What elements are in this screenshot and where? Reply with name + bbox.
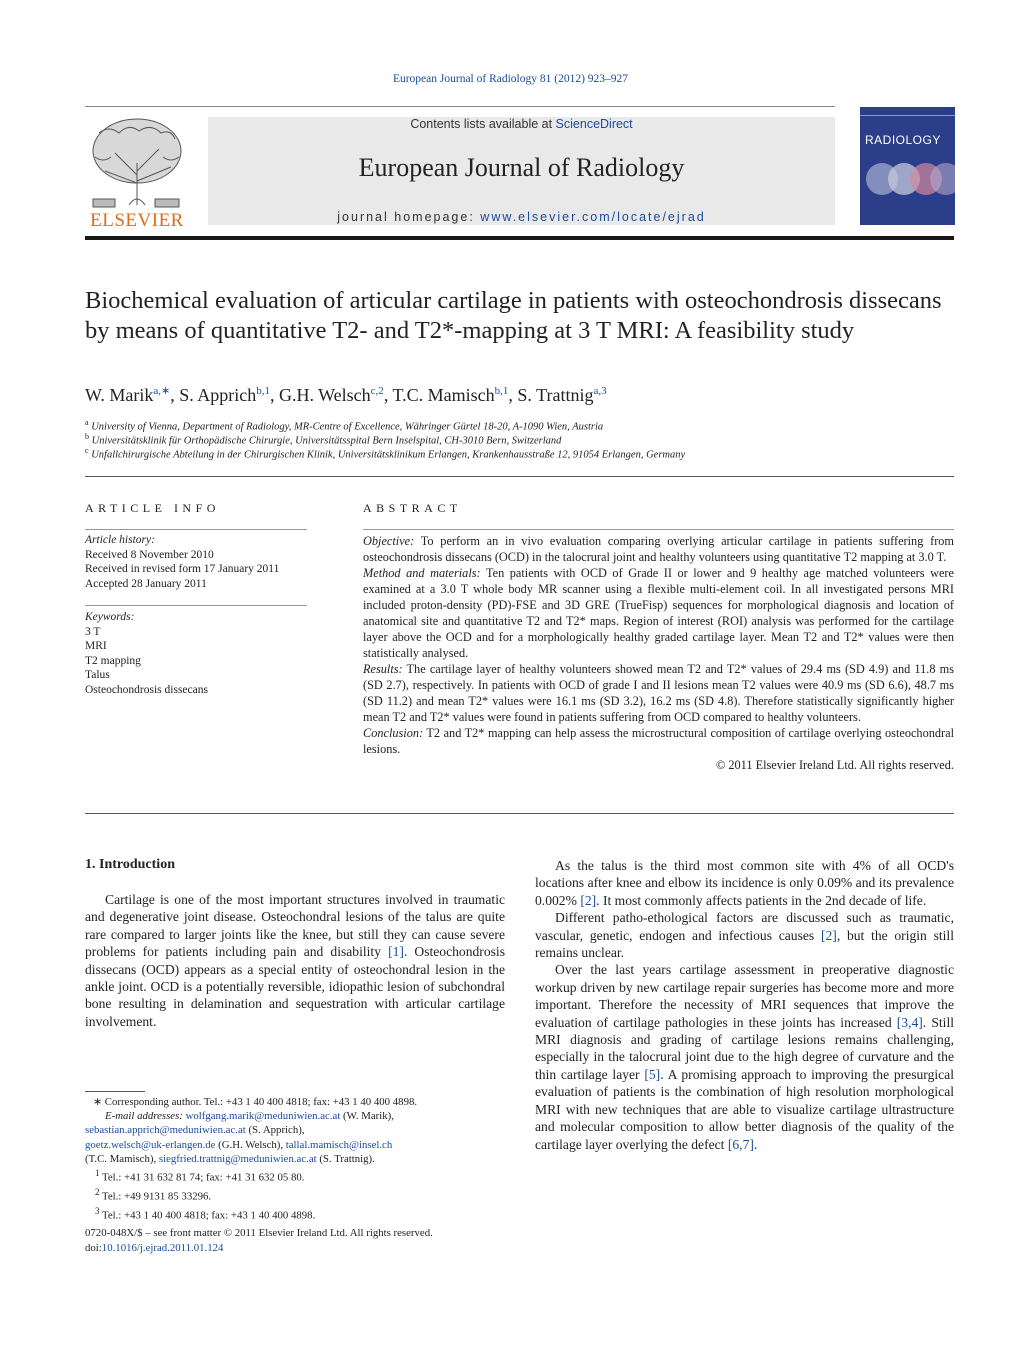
doi-prefix: doi: [85, 1242, 102, 1254]
homepage-link[interactable]: www.elsevier.com/locate/ejrad [480, 210, 706, 224]
abstract-paragraph: Ten patients with OCD of Grade II or lower and 9 healthy age matched volunteers were examined at a 3.0 T whole body MR scanner using a flexible multi-element coil. In all investigated persons MRI included proton-density (PD)-FSE and 3D GRE (TrueFisp) sequences for morphological diagnosis and location of anatomical site and quantitative T2 and T2* maps. Region of interest (ROI) analysis was performed for the cartilage layer above the OCD and for a morphologically healthy graded cartilage layer. Mean T2 and T2* values were then statistically analysed. [363, 566, 954, 660]
paragraph-text: Over the last years cartilage assessment in preoperative diagnostic workup driven by new cartilage repair surgeries has become more and more important. Therefore the necessity of MRI sequences that improve the evaluation of cartilage pathologies in these joints has increased [535, 962, 954, 1030]
header-thick-rule [85, 236, 954, 240]
email-line [85, 1152, 505, 1166]
footnote-mark: 3 [95, 1205, 100, 1216]
paragraph-text: . Still MRI diagnosis and grading of cartilage lesions remains challenging, especially in the talocrural joint due to the high degree of curvature and the thin cartilage layer [535, 1014, 954, 1082]
abstract-paragraph: The cartilage layer of healthy volunteers showed mean T2 and T2* values of 29.4 ms (SD 4.9) and 11.8 ms (SD 2.7), respectively. In patients with OCD of grade I and II lesions mean T2 values were 40.9 ms (SD 6.6), 48.7 ms (SD 11.2) and mean T2* values were 16.1 ms (SD 3.2), 16.2 ms (SD 4.8). Therefore statistically significantly higher mean T2 and T2* values were found in patients suffering from OCD compared to healthy volunteers. [363, 662, 954, 724]
history-accepted: Accepted 28 January 2011 [85, 577, 207, 590]
section-heading-introduction: 1. Introduction [85, 857, 175, 872]
author-affiliation-mark[interactable]: b,1 [256, 385, 270, 397]
email-link[interactable]: goetz.welsch@uk-erlangen.de [85, 1138, 216, 1151]
citation-link[interactable]: [6,7] [727, 1136, 754, 1152]
paragraph [85, 891, 505, 1030]
abstract-heading: Conclusion: [363, 726, 424, 740]
article-info-label: ARTICLE INFO [85, 501, 220, 515]
author-affiliation-mark[interactable]: a,∗ [153, 385, 171, 397]
header-top-rule [85, 106, 835, 107]
paragraph-text: . [753, 1136, 758, 1152]
homepage-prefix: journal homepage: [337, 210, 481, 224]
affiliation-mark: c [85, 446, 89, 455]
keyword-item: MRI [85, 640, 107, 653]
email-link[interactable]: sebastian.apprich@meduniwien.ac.at [85, 1124, 246, 1137]
abstract-heading: Method and materials: [363, 566, 481, 580]
affiliation-mark: b [85, 432, 89, 441]
citation-link[interactable]: [2] [820, 927, 837, 943]
email-link[interactable]: tallal.mamisch@insel.ch [285, 1138, 393, 1151]
affiliation-mark: a [85, 418, 89, 427]
citation-link[interactable]: [2] [580, 892, 597, 908]
article-info-rule [85, 529, 307, 530]
abstract-rule [363, 529, 954, 530]
doi-line [85, 1241, 525, 1255]
footnote-mark: ∗ [93, 1096, 103, 1108]
keyword-item: 3 T [85, 625, 101, 638]
paragraph-text: Cartilage is one of the most important structures involved in traumatic and degenerative joint disease. Osteochondral lesions of the talus are quite rare compared to larger joints like the knee, but still they can cause severe problems for patients including pain and disability [85, 892, 505, 960]
issn-line: 0720-048X/$ – see front matter © 2011 Elsevier Ireland Ltd. All rights reserved. [85, 1227, 433, 1239]
elsevier-logo[interactable] [85, 113, 189, 229]
corresponding-author [85, 1095, 505, 1109]
author-name: W. Marik [85, 385, 154, 405]
paragraph-text: , but the origin still remains unclear. [535, 927, 954, 961]
author-affiliation-mark[interactable]: b,1 [494, 385, 509, 397]
keywords-label: Keywords: [85, 611, 135, 623]
paragraph [535, 909, 954, 961]
footnote-1 [85, 1166, 505, 1185]
paragraph-text: . A promising approach to improving the presurgical evaluation of patients is the combination of high resolution morphological MRI with new techniques that are able to visualize cartilage ultrastructure and molecular composition to allow better diagnosis of the quality of the cartilage layer overlying the defect [535, 1066, 954, 1152]
paragraph [535, 961, 954, 1152]
article-history [85, 533, 307, 591]
section-rule [85, 813, 954, 814]
paragraph [535, 857, 954, 909]
history-received: Received 8 November 2010 [85, 548, 214, 561]
footnote-text: Tel.: +43 1 40 400 4818; fax: +43 1 40 400 4898. [102, 1209, 316, 1222]
email-owner: (W. Marik), [340, 1110, 394, 1123]
keyword-item: T2 mapping [85, 654, 141, 667]
author-affiliation-mark[interactable]: c,2 [370, 385, 384, 397]
abstract-conclusion [363, 725, 954, 757]
email-line [85, 1138, 505, 1152]
history-revised: Received in revised form 17 January 2011 [85, 563, 280, 576]
email-owner: (S. Apprich), [245, 1124, 305, 1137]
footnotes [85, 1095, 505, 1222]
intro-left-column [85, 891, 505, 1030]
cover-circles-icon [860, 107, 955, 225]
abstract-methods [363, 565, 954, 661]
citation-link[interactable]: [1] [388, 944, 404, 960]
email-label: E-mail addresses: [105, 1110, 186, 1123]
article-title: Biochemical evaluation of articular cartilage in patients with osteochondrosis dissecans by means of quantitative T2- and T2*-mapping at 3 T MRI: A feasibility study [85, 287, 942, 344]
footnote-3 [85, 1204, 505, 1223]
journal-cover[interactable] [860, 107, 955, 225]
affiliation-a [85, 418, 965, 433]
doi-link[interactable]: 10.1016/j.ejrad.2011.01.124 [101, 1242, 224, 1254]
affiliation-text: Universitätsklinik für Orthopädische Chirurgie, Universitätsspital Bern Inselspital, CH-3010 Bern, Switzerland [91, 435, 562, 447]
abstract-heading: Objective: [363, 534, 415, 548]
journal-reference[interactable]: European Journal of Radiology 81 (2012) 923–927 [392, 73, 629, 85]
abstract-results [363, 661, 954, 725]
publisher-name: ELSEVIER [90, 210, 184, 231]
contents-line [208, 117, 835, 131]
email-line [85, 1123, 505, 1137]
footnote-mark: 2 [95, 1186, 100, 1197]
affiliation-c [85, 446, 965, 461]
footnote-2 [85, 1185, 505, 1204]
email-owner: (G.H. Welsch), [215, 1138, 286, 1151]
abstract-label: ABSTRACT [363, 501, 462, 515]
history-label: Article history: [85, 534, 155, 546]
paragraph-text: . Osteochondrosis dissecans (OCD) appears as a special entity of osteochondral lesion in the ankle joint. OCD is a potentially reversible, idiopathic lesion of subchondral bone resulting in delamination and sequestration with articular cartilage involvement. [85, 944, 505, 1029]
citation-link[interactable]: [3,4] [896, 1014, 923, 1030]
journal-name: European Journal of Radiology [358, 153, 685, 182]
section-rule [85, 476, 954, 477]
contents-prefix: Contents lists available at [410, 117, 556, 131]
homepage-line [208, 210, 835, 224]
footnote-text: Corresponding author. Tel.: +43 1 40 400 4818; fax: +43 1 40 400 4898. [104, 1096, 418, 1108]
paragraph-text: As the talus is the third most common site with 4% of all OCD's locations after knee and elbow its incidence is only 0.09% and its prevalence 0.002% [535, 858, 954, 908]
copyright: © 2011 Elsevier Ireland Ltd. All rights reserved. [715, 758, 954, 772]
footnote-mark: 1 [95, 1168, 100, 1179]
email-owner: (S. Trattnig). [316, 1152, 375, 1165]
email-link[interactable]: siegfried.trattnig@meduniwien.ac.at [158, 1152, 317, 1165]
email-link[interactable]: wolfgang.marik@meduniwien.ac.at [185, 1110, 341, 1123]
author-list: W. Marik$^{a,∗}$, S. Apprich$^{b,1}$, G.H. Welsch$^{c,2}$, T.C. Mamisch$^{b,1}$, S. Trattnig$^{a,3}$ [85, 385, 607, 405]
footnote-text: Tel.: +41 31 632 81 74; fax: +41 31 632 05 80. [102, 1171, 305, 1184]
email-line [85, 1109, 505, 1123]
sciencedirect-link[interactable]: ScienceDirect [555, 117, 633, 131]
cover-title: RADIOLOGY [865, 133, 941, 147]
keywords-rule [85, 605, 307, 606]
citation-link[interactable]: [5] [644, 1066, 661, 1082]
author-name: S. Trattnig [517, 385, 594, 405]
email-owner: (T.C. Mamisch), [85, 1152, 159, 1165]
abstract-objective [363, 533, 954, 565]
author-name: S. Apprich [179, 385, 257, 405]
author-affiliation-mark[interactable]: a,3 [593, 385, 607, 397]
affiliation-text: Unfallchirurgische Abteilung in der Chirurgischen Klinik, Universitätsklinikum Erlangen, Krankenhausstraße 12, 91054 Erlangen, Germany [91, 449, 686, 461]
paragraph-text: Different patho-ethological factors are discussed such as traumatic, vascular, genetic, endogen and infectious causes [535, 910, 954, 943]
abstract-paragraph: To perform an in vivo evaluation comparing overlying articular cartilage in patients suffering from osteochondrosis dissecans (OCD) in the talocrural joint and healthy volunteers using quantitative T2 mapping at 3.0 T. [363, 534, 954, 564]
author-name: G.H. Welsch [278, 385, 371, 405]
keyword-item: Talus [85, 669, 110, 682]
affiliation-text: University of Vienna, Department of Radiology, MR-Centre of Excellence, Währinger Gürtel 18-20, A-1090 Wien, Austria [91, 421, 604, 433]
abstract-paragraph: T2 and T2* mapping can help assess the microstructural composition of cartilage overlying osteochondral lesions. [363, 726, 954, 756]
footnote-text: Tel.: +49 9131 85 33296. [102, 1190, 212, 1203]
keyword-item: Osteochondrosis dissecans [85, 683, 208, 696]
abstract-body [363, 533, 954, 773]
intro-right-column [535, 857, 954, 1153]
abstract-heading: Results: [363, 662, 403, 676]
footnote-rule [85, 1091, 145, 1092]
keywords [85, 610, 307, 698]
author-name: T.C. Mamisch [392, 385, 495, 405]
paragraph-text: . It most commonly affects patients in the 2nd decade of life. [596, 892, 927, 908]
affiliation-b [85, 432, 965, 447]
